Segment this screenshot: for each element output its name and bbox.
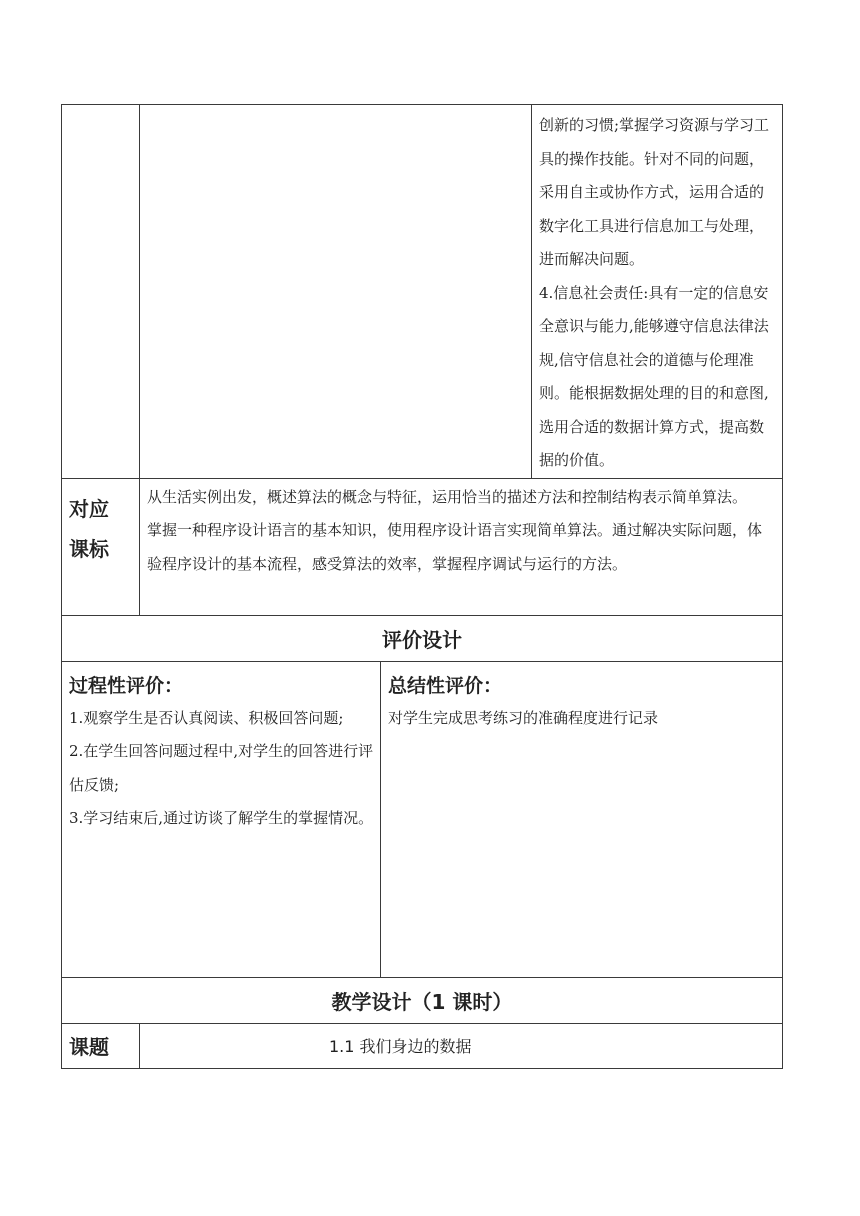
empty-label-cell xyxy=(62,105,140,479)
curriculum-label-cell xyxy=(62,478,140,615)
literacy-paragraph: 创新的习惯;掌握学习资源与学习工具的操作技能。针对不同的问题，采用自主或协作方式，运用合适的数字化工具进行信息加工与处理，进而解决问题。 xyxy=(539,116,770,268)
curriculum-content-cell xyxy=(140,478,783,615)
curriculum-paragraph: 掌握一种程序设计语言的基本知识，使用程序设计语言实现简单算法。通过解决实际问题，体验程序设计的基本流程，感受算法的效率，掌握程序调试与运行的方法。 xyxy=(147,521,763,573)
process-evaluation-item: 3.学习结束后,通过访谈了解学生的掌握情况。 xyxy=(69,809,374,827)
teaching-title-row xyxy=(62,977,783,1023)
curriculum-label-line2: 课标 xyxy=(69,536,109,561)
curriculum-row xyxy=(62,478,783,615)
lesson-plan-page xyxy=(61,104,782,1069)
lesson-plan-table xyxy=(61,104,783,1069)
evaluation-content-row xyxy=(62,661,783,977)
process-evaluation-heading: 过程性评价： xyxy=(69,674,184,697)
curriculum-paragraph: 从生活实例出发，概述算法的概念与特征，运用恰当的描述方法和控制结构表示简单算法。 xyxy=(147,487,748,506)
literacy-cell xyxy=(532,105,783,479)
literacy-paragraph: 4.信息社会责任:具有一定的信息安全意识与能力,能够遵守信息法律法规,信守信息社会的道德与伦理准则。能根据数据处理的目的和意图,选用合适的数据计算方式，提高数据的价值。 xyxy=(539,283,769,469)
topic-label: 课题 xyxy=(69,1035,109,1059)
topic-value: 1.1 我们身边的数据 xyxy=(329,1037,472,1056)
process-evaluation-cell xyxy=(62,661,381,977)
topic-label-cell xyxy=(62,1023,140,1068)
teaching-design-title: 教学设计（1 课时） xyxy=(62,977,783,1023)
process-evaluation-item: 1.观察学生是否认真阅读、积极回答问题; xyxy=(69,708,344,727)
topic-row xyxy=(62,1023,783,1068)
evaluation-title: 评价设计 xyxy=(62,615,783,661)
summary-evaluation-heading: 总结性评价： xyxy=(388,674,503,697)
literacy-continuation-row xyxy=(62,105,783,479)
summary-evaluation-text: 对学生完成思考练习的准确程度进行记录 xyxy=(388,708,659,727)
summary-evaluation-cell xyxy=(381,661,783,977)
process-evaluation-item: 2.在学生回答问题过程中,对学生的回答进行评估反馈; xyxy=(69,742,374,794)
topic-value-cell xyxy=(140,1023,783,1068)
empty-content-cell xyxy=(140,105,532,479)
evaluation-title-row xyxy=(62,615,783,661)
curriculum-label-line1: 对应 xyxy=(69,496,109,521)
